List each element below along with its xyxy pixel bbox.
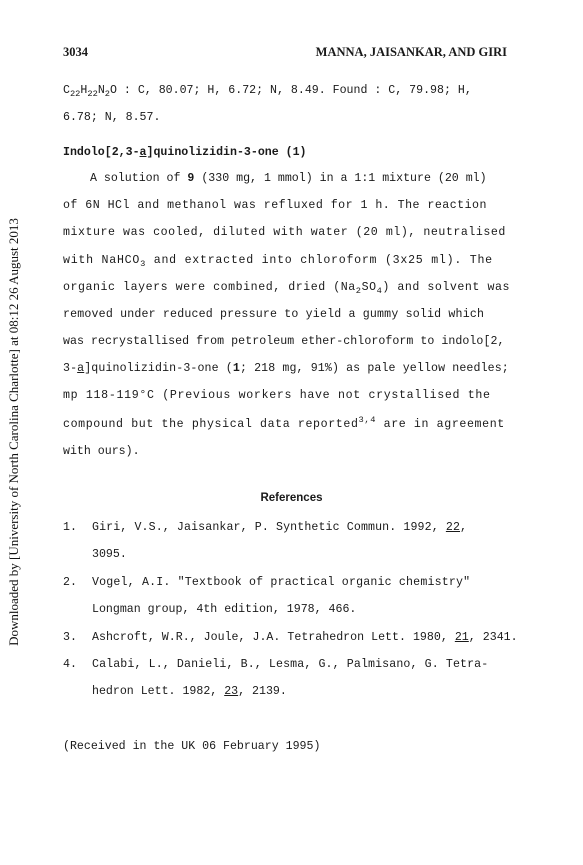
received-note: (Received in the UK 06 February 1995)	[63, 740, 321, 753]
reference-number: 4.	[63, 658, 77, 671]
analysis-line-1: $C_{22}H_{22}N_2O$ : C, 80.07; H, 6.72; N, 8.49. Found : C, 79.98; H,	[63, 84, 472, 100]
reference-2-line-1: Vogel, A.I. "Textbook of practical organic chemistry"	[92, 576, 471, 589]
body-line-1: A solution of 9 (330 mg, 1 mmol) in a 1:1 mixture (20 ml)	[90, 172, 487, 185]
body-line-5: organic layers were combined, dried $(Na_2SO_4)$ and solvent was	[63, 281, 510, 297]
body-line-4: with NaHCO$_3$ and extracted into chloroform (3x25 ml). The	[63, 254, 493, 270]
body-line-3: mixture was cooled, diluted with water (20 ml), neutralised	[63, 226, 506, 239]
reference-3-line-1: Ashcroft, W.R., Joule, J.A. Tetrahedron Lett. 1980, 21, 2341.	[92, 631, 518, 644]
reference-4-line-1: Calabi, L., Danieli, B., Lesma, G., Palmisano, G. Tetra-	[92, 658, 489, 671]
page-number: 3034	[63, 45, 88, 59]
body-line-10: compound but the physical data reported$^{3,4}$ are in agreement	[63, 415, 505, 431]
body-line-8: 3-a]quinolizidin-3-one (1; 218 mg, 91%) as pale yellow needles;	[63, 362, 509, 375]
references-title: References	[260, 492, 323, 504]
reference-1-line-2: 3095.	[92, 548, 127, 561]
reference-2-line-2: Longman group, 4th edition, 1978, 466.	[92, 603, 357, 616]
reference-1-line-1: Giri, V.S., Jaisankar, P. Synthetic Commun. 1992, 22,	[92, 521, 468, 534]
section-heading: Indolo[2,3-a]quinolizidin-3-one (1)	[63, 146, 307, 159]
body-line-6: removed under reduced pressure to yield a gummy solid which	[63, 308, 485, 321]
body-line-7: was recrystallised from petroleum ether-chloroform to indolo[2,	[63, 335, 505, 348]
analysis-line-2: 6.78; N, 8.57.	[63, 111, 161, 124]
formula: $C_{22}H_{22}N_2O$	[63, 84, 117, 100]
reference-number: 1.	[63, 521, 77, 534]
reference-4-line-2: hedron Lett. 1982, 23, 2139.	[92, 685, 287, 698]
running-title: MANNA, JAISANKAR, AND GIRI	[315, 45, 507, 59]
reference-number: 2.	[63, 576, 77, 589]
body-line-11: with ours).	[63, 445, 140, 458]
body-line-2: of 6N HCl and methanol was refluxed for 1 h. The reaction	[63, 199, 487, 212]
body-line-9: mp 118-119°C (Previous workers have not crystallised the	[63, 389, 491, 402]
reference-number: 3.	[63, 631, 77, 644]
download-banner-text: Downloaded by [University of North Carolina Charlotte] at 08:12 26 August 2013	[6, 218, 21, 646]
